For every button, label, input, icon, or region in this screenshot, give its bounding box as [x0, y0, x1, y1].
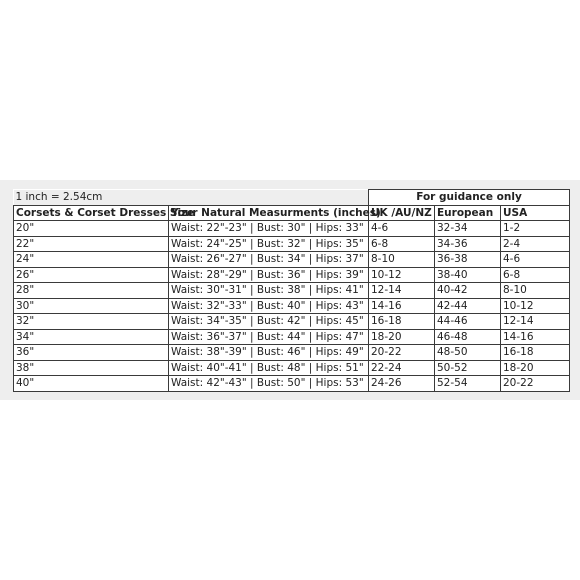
column-header-corset-size: Corsets & Corset Dresses Size	[14, 205, 169, 221]
uk-size-cell: 10-12	[369, 267, 435, 283]
usa-size-cell: 4-6	[501, 252, 570, 268]
table-row	[14, 376, 570, 392]
corset-size-cell: 26"	[14, 267, 169, 283]
usa-size-cell: 20-22	[501, 376, 570, 392]
usa-size-cell: 2-4	[501, 236, 570, 252]
measurements-cell: Waist: 30"-31" | Bust: 38" | Hips: 41"	[169, 283, 369, 299]
eu-size-cell: 38-40	[435, 267, 501, 283]
conversion-note: 1 inch = 2.54cm	[14, 190, 369, 206]
corset-size-cell: 20"	[14, 221, 169, 237]
uk-size-cell: 18-20	[369, 329, 435, 345]
usa-size-cell: 6-8	[501, 267, 570, 283]
corset-size-cell: 24"	[14, 252, 169, 268]
table-row	[14, 314, 570, 330]
table-row	[14, 345, 570, 361]
corset-size-cell: 32"	[14, 314, 169, 330]
measurements-cell: Waist: 26"-27" | Bust: 34" | Hips: 37"	[169, 252, 369, 268]
measurements-cell: Waist: 36"-37" | Bust: 44" | Hips: 47"	[169, 329, 369, 345]
uk-size-cell: 6-8	[369, 236, 435, 252]
usa-size-cell: 1-2	[501, 221, 570, 237]
measurements-cell: Waist: 42"-43" | Bust: 50" | Hips: 53"	[169, 376, 369, 392]
table-row	[14, 236, 570, 252]
corset-size-cell: 38"	[14, 360, 169, 376]
usa-size-cell: 10-12	[501, 298, 570, 314]
measurements-cell: Waist: 28"-29" | Bust: 36" | Hips: 39"	[169, 267, 369, 283]
table-row	[14, 283, 570, 299]
usa-size-cell: 16-18	[501, 345, 570, 361]
column-header-row	[14, 205, 570, 221]
column-header-measurements: Your Natural Measurments (inches)	[169, 205, 369, 221]
usa-size-cell: 8-10	[501, 283, 570, 299]
size-rows	[14, 221, 570, 392]
corset-size-cell: 22"	[14, 236, 169, 252]
uk-size-cell: 4-6	[369, 221, 435, 237]
eu-size-cell: 52-54	[435, 376, 501, 392]
eu-size-cell: 48-50	[435, 345, 501, 361]
corset-size-cell: 40"	[14, 376, 169, 392]
eu-size-cell: 34-36	[435, 236, 501, 252]
eu-size-cell: 44-46	[435, 314, 501, 330]
corset-size-cell: 36"	[14, 345, 169, 361]
column-header-uk-au-nz: UK /AU/NZ	[369, 205, 435, 221]
corset-size-cell: 28"	[14, 283, 169, 299]
table-row	[14, 221, 570, 237]
eu-size-cell: 46-48	[435, 329, 501, 345]
corset-size-cell: 34"	[14, 329, 169, 345]
uk-size-cell: 20-22	[369, 345, 435, 361]
eu-size-cell: 32-34	[435, 221, 501, 237]
uk-size-cell: 16-18	[369, 314, 435, 330]
measurements-cell: Waist: 38"-39" | Bust: 46" | Hips: 49"	[169, 345, 369, 361]
guidance-header-row	[14, 190, 570, 206]
size-chart-table	[13, 189, 570, 392]
uk-size-cell: 24-26	[369, 376, 435, 392]
uk-size-cell: 12-14	[369, 283, 435, 299]
eu-size-cell: 40-42	[435, 283, 501, 299]
uk-size-cell: 14-16	[369, 298, 435, 314]
uk-size-cell: 22-24	[369, 360, 435, 376]
measurements-cell: Waist: 32"-33" | Bust: 40" | Hips: 43"	[169, 298, 369, 314]
measurements-cell: Waist: 34"-35" | Bust: 42" | Hips: 45"	[169, 314, 369, 330]
measurements-cell: Waist: 22"-23" | Bust: 30" | Hips: 33"	[169, 221, 369, 237]
usa-size-cell: 12-14	[501, 314, 570, 330]
uk-size-cell: 8-10	[369, 252, 435, 268]
table-row	[14, 298, 570, 314]
table-row	[14, 329, 570, 345]
measurements-cell: Waist: 24"-25" | Bust: 32" | Hips: 35"	[169, 236, 369, 252]
eu-size-cell: 42-44	[435, 298, 501, 314]
eu-size-cell: 36-38	[435, 252, 501, 268]
guidance-header: For guidance only	[369, 190, 570, 206]
column-header-usa: USA	[501, 205, 570, 221]
measurements-cell: Waist: 40"-41" | Bust: 48" | Hips: 51"	[169, 360, 369, 376]
eu-size-cell: 50-52	[435, 360, 501, 376]
table-row	[14, 252, 570, 268]
usa-size-cell: 18-20	[501, 360, 570, 376]
column-header-european: European	[435, 205, 501, 221]
table-row	[14, 360, 570, 376]
corset-size-cell: 30"	[14, 298, 169, 314]
table-row	[14, 267, 570, 283]
usa-size-cell: 14-16	[501, 329, 570, 345]
